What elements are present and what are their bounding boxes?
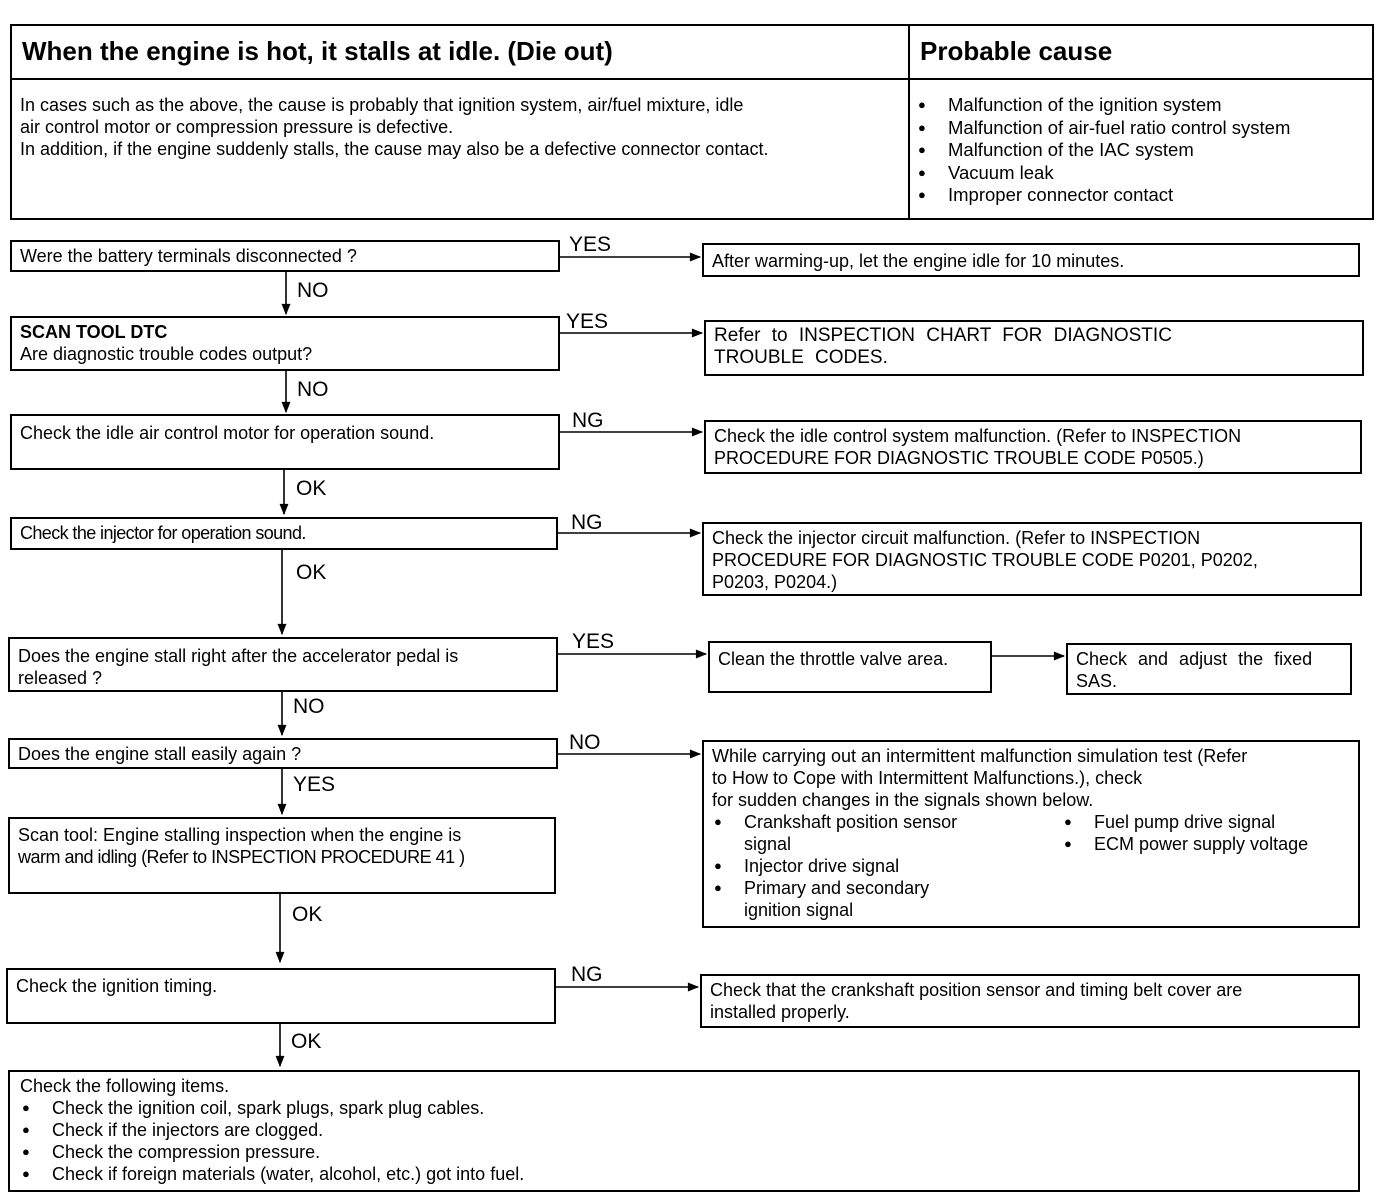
signal-item: ● Primary and secondary ignition signal (712, 877, 984, 921)
step-timing-text: Check the ignition timing. (16, 976, 218, 996)
step-dtc-title: SCAN TOOL DTC (20, 322, 168, 342)
result-iac-ng-line: Check the idle control system malfunction. (Refer to INSPECTION (714, 426, 1242, 446)
step-battery (10, 240, 560, 272)
result-battery-yes-text: After warming-up, let the engine idle for 10 minutes. (712, 251, 1125, 271)
cause-item: ● Vacuum leak (916, 162, 1364, 185)
intermittent-line: While carrying out an intermittent malfunction simulation test (Refer (712, 746, 1248, 766)
signal-item: ● ECM power supply voltage (1062, 833, 1350, 855)
step-timing (6, 968, 556, 1024)
label-dtc-no: NO (297, 378, 329, 401)
step-iac (10, 414, 560, 470)
step-pedal (8, 637, 558, 692)
label-again-no: NO (569, 731, 601, 754)
label-again-yes: YES (293, 773, 336, 796)
result-injector-ng-line: PROCEDURE FOR DIAGNOSTIC TROUBLE CODE P0201, P0202, (712, 550, 1258, 570)
header-title-cell: When the engine is hot, it stalls at idle. (Die out) (12, 26, 910, 80)
cause-item: ● Malfunction of the IAC system (916, 139, 1364, 162)
cause-item: ● Malfunction of air-fuel ratio control system (916, 117, 1364, 140)
check-item: ● Check if the injectors are clogged. (20, 1119, 1350, 1141)
step-again (8, 738, 558, 769)
signal-item: ● Crankshaft position sensor signal (712, 811, 1004, 855)
result-iac-ng (704, 420, 1362, 474)
result-sas-line: Check and adjust the fixed (1076, 649, 1313, 669)
cause-item: ● Improper connector contact (916, 184, 1364, 207)
label-timing-ok: OK (291, 1030, 322, 1053)
result-intermittent (702, 740, 1360, 928)
step-battery-text: Were the battery terminals disconnected ? (20, 246, 357, 266)
result-timing-ng (700, 974, 1360, 1028)
check-item: ● Check the compression pressure. (20, 1141, 1350, 1163)
description-line: In addition, if the engine suddenly stalls, the cause may also be a defective connector contact. (20, 139, 769, 159)
step-dtc (10, 316, 560, 371)
result-injector-ng-line: P0203, P0204.) (712, 572, 838, 592)
signal-list-right (1032, 811, 1350, 921)
header-cause-title: Probable cause (910, 26, 1372, 80)
label-injector-ok: OK (296, 561, 327, 584)
final-checklist (8, 1070, 1360, 1192)
step-iac-text: Check the idle air control motor for operation sound. (20, 423, 435, 443)
check-item: ● Check if foreign materials (water, alcohol, etc.) got into fuel. (20, 1163, 1350, 1185)
final-checklist-title: Check the following items. (20, 1076, 230, 1096)
intermittent-line: to How to Cope with Intermittent Malfunctions.), check (712, 768, 1143, 788)
label-battery-no: NO (297, 279, 329, 302)
result-dtc-yes (704, 320, 1364, 376)
result-injector-ng (702, 522, 1362, 596)
label-scan-ok: OK (292, 903, 323, 926)
result-dtc-yes-line: TROUBLE CODES. (714, 347, 888, 368)
step-injector-text: Check the injector for operation sound. (20, 523, 306, 543)
result-throttle-clean (708, 641, 992, 693)
step-scan-line: Scan tool: Engine stalling inspection when the engine is (18, 825, 462, 845)
result-sas-adjust (1066, 643, 1352, 695)
step-injector (10, 517, 558, 550)
label-iac-ng: NG (572, 409, 604, 432)
label-timing-ng: NG (571, 963, 603, 986)
signal-item: ● Injector drive signal (712, 855, 1032, 877)
result-sas-line: SAS. (1076, 671, 1118, 691)
result-dtc-yes-line: Refer to INSPECTION CHART FOR DIAGNOSTIC (714, 325, 1172, 346)
step-pedal-line: Does the engine stall right after the accelerator pedal is (18, 646, 459, 666)
result-battery-yes (702, 243, 1360, 277)
label-pedal-yes: YES (572, 630, 615, 653)
intermittent-line: for sudden changes in the signals shown below. (712, 790, 1094, 810)
step-pedal-line: released ? (18, 668, 103, 688)
result-injector-ng-line: Check the injector circuit malfunction. (Refer to INSPECTION (712, 528, 1201, 548)
signal-item: ● Fuel pump drive signal (1062, 811, 1350, 833)
step-scan-tool (8, 817, 556, 894)
label-dtc-yes: YES (566, 310, 609, 333)
description-line: air control motor or compression pressure is defective. (20, 117, 454, 137)
final-checklist-items (20, 1097, 1350, 1185)
result-iac-ng-line: PROCEDURE FOR DIAGNOSTIC TROUBLE CODE P0505.) (714, 448, 1204, 468)
step-scan-line: warm and idling (Refer to INSPECTION PROCEDURE 41 ) (18, 847, 465, 867)
result-throttle-clean-text: Clean the throttle valve area. (718, 649, 949, 669)
result-timing-ng-line: installed properly. (710, 1002, 850, 1022)
step-again-text: Does the engine stall easily again ? (18, 744, 302, 764)
cause-item: ● Malfunction of the ignition system (916, 94, 1364, 117)
check-item: ● Check the ignition coil, spark plugs, spark plug cables. (20, 1097, 1350, 1119)
label-iac-ok: OK (296, 477, 327, 500)
result-timing-ng-line: Check that the crankshaft position sensor and timing belt cover are (710, 980, 1243, 1000)
step-dtc-text: Are diagnostic trouble codes output? (20, 344, 313, 364)
label-injector-ng: NG (571, 511, 603, 534)
signal-list-left (712, 811, 1032, 921)
description-line: In cases such as the above, the cause is probably that ignition system, air/fuel mixture, idle (20, 95, 744, 115)
label-pedal-no: NO (293, 695, 325, 718)
label-battery-yes: YES (569, 233, 612, 256)
signal-columns (712, 811, 1350, 921)
